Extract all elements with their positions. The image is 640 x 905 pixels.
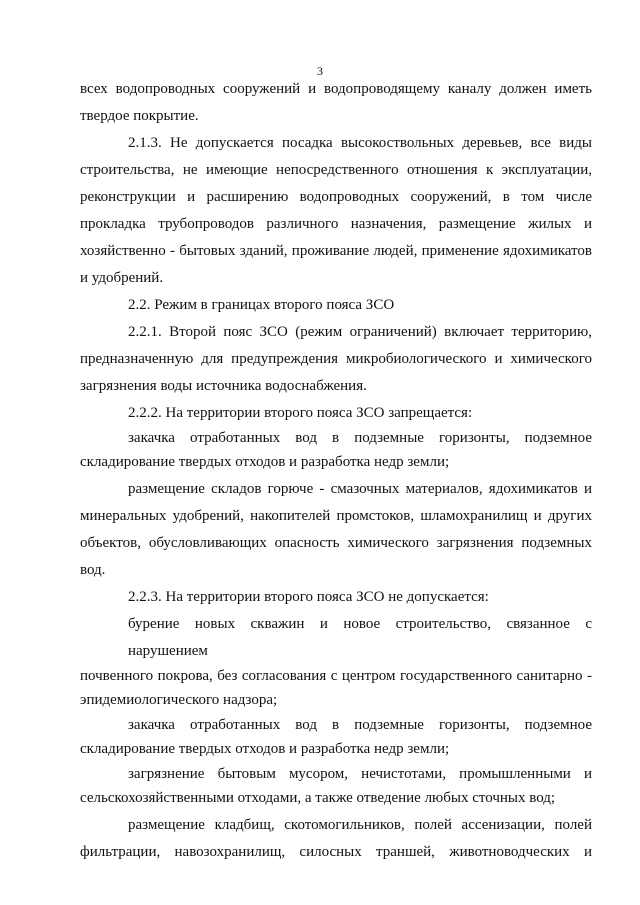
- text-line: размещение кладбищ, скотомогильников, полей ассенизации, полей: [128, 817, 592, 833]
- text-line: и удобрений.: [80, 270, 164, 286]
- text-line: строительства, не имеющие непосредственного отношения к эксплуатации,: [80, 162, 592, 178]
- text-line: закачка отработанных вод в подземные горизонты, подземное: [128, 430, 592, 446]
- text-line: бурение новых скважин и новое строительство, связанное с нарушением: [128, 616, 592, 659]
- text-line: хозяйственно - бытовых зданий, проживание людей, применение ядохимикатов: [80, 243, 592, 259]
- text-line: твердое покрытие.: [80, 108, 199, 124]
- text-line: прокладка трубопроводов различного назначения, размещение жилых и: [80, 216, 592, 232]
- text-line: размещение складов горюче - смазочных материалов, ядохимикатов и: [128, 481, 592, 497]
- page-number: 3: [317, 64, 323, 78]
- text-line: загрязнение бытовым мусором, нечистотами, промышленными и: [128, 766, 592, 782]
- text-line: загрязнения воды источника водоснабжения.: [80, 378, 367, 394]
- text-line: складирование твердых отходов и разработка недр земли;: [80, 454, 450, 470]
- text-line: вод.: [80, 562, 106, 578]
- text-line: 2.2.2. На территории второго пояса ЗСО запрещается:: [128, 405, 473, 421]
- section-heading: 2.2. Режим в границах второго пояса ЗСО: [128, 297, 395, 313]
- text-line: закачка отработанных вод в подземные горизонты, подземное: [128, 717, 592, 733]
- text-line: 2.1.3. Не допускается посадка высокоствольных деревьев, все виды: [128, 135, 592, 151]
- text-line: всех водопроводных сооружений и водопроводящему каналу должен иметь: [80, 81, 592, 97]
- text-line: фильтрации, навозохранилищ, силосных траншей, животноводческих и: [80, 844, 592, 860]
- text-line: реконструкции и расширению водопроводных сооружений, в том числе: [80, 189, 592, 205]
- text-line: эпидемиологического надзора;: [80, 692, 278, 708]
- text-line: объектов, обусловливающих опасность химического загрязнения подземных: [80, 535, 592, 551]
- text-line: сельскохозяйственными отходами, а также отведение любых сточных вод;: [80, 790, 556, 806]
- text-line: 2.2.3. На территории второго пояса ЗСО не допускается:: [128, 589, 489, 605]
- document-body: [80, 76, 592, 866]
- text-line: складирование твердых отходов и разработка недр земли;: [80, 741, 450, 757]
- text-line: предназначенную для предупреждения микробиологического и химического: [80, 351, 592, 367]
- text-line: минеральных удобрений, накопителей промстоков, шламохранилищ и других: [80, 508, 592, 524]
- text-line: 2.2.1. Второй пояс ЗСО (режим ограничений) включает территорию,: [128, 324, 592, 340]
- text-line: почвенного покрова, без согласования с центром государственного санитарно -: [80, 668, 592, 684]
